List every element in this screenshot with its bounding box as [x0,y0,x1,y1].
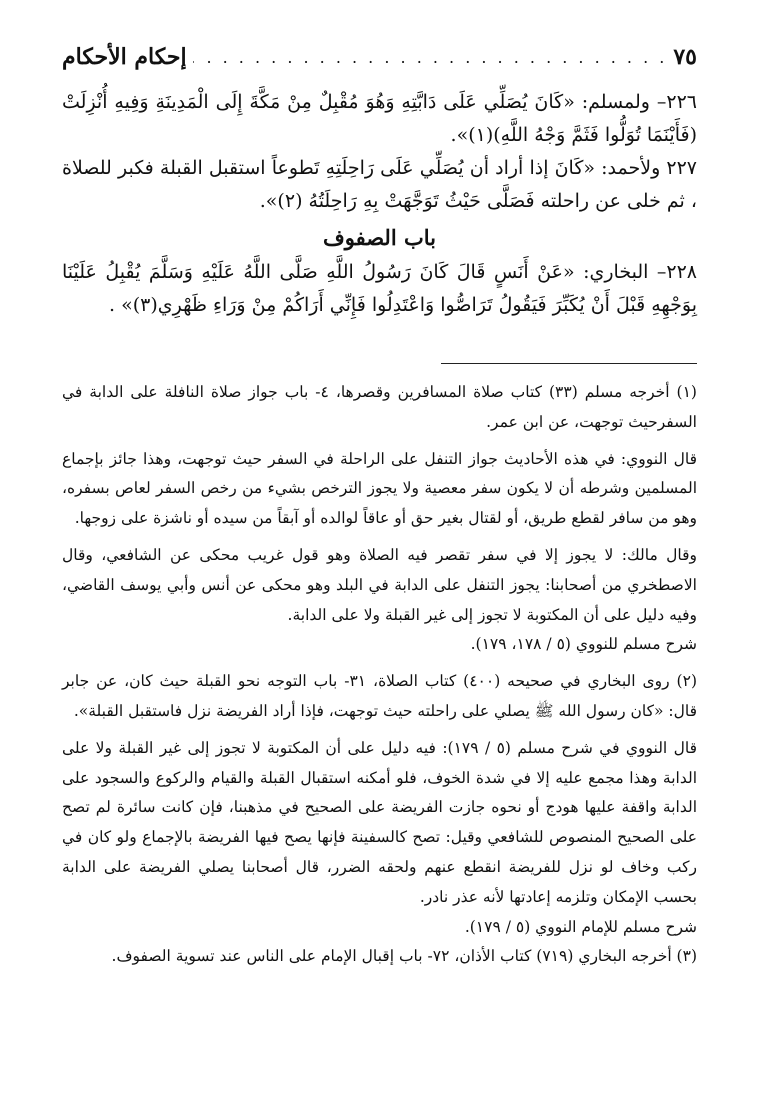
hadith-227: ٢٢٧ ولأحمد: «كَانَ إذا أراد أن يُصَلِّي عَلَى رَاحِلَتِهِ تَطوعاً استقبل القبلة فكبر للصلاة ، ثم خلى عن راحلته فَصَلَّى حَيْثُ تَوَجَّهَتْ بِهِ رَاحِلَتُهُ (٢)». [62,157,697,212]
footnote-1: (١) أخرجه مسلم (٣٣) كتاب صلاة المسافرين وقصرها، ٤- باب جواز صلاة النافلة على الدابة في السفرحيث توجهت، عن ابن عمر. [62,383,697,431]
footnote-separator [441,363,697,364]
page-number: ٧٥ [673,44,697,70]
main-text [62,86,697,322]
book-title: إحكام الأحكام [62,44,187,70]
footnotes [62,378,697,979]
footnote-2-nawawi: قال النووي في شرح مسلم (٥ / ١٧٩): فيه دليل على أن المكتوبة لا تجوز إلى غير القبلة ولا على الدابة وهذا مجمع عليه إلا في شدة الخوف، فلو أمكنه استقبال القبلة والقيام والركوع والسجود على الدابة واقفة عليها هودج أو نحوه جازت الفريضة على الصحيح في مذهبنا، فإن كانت سائرة لم تصح على الصحيح المنصوص للشافعي وقيل: تصح كالسفينة فإنها يصح فيها الفريضة بالإجماع ولو كان في ركب وخاف لو نزل للفريضة انقطع عنهم ولحقه الضرر، قال أصحابنا يصلي الفريضة على الدابة بحسب الإمكان وتلزمه إعادتها لأنه عذر نادر. [62,738,698,906]
header-leader-dots [193,48,668,67]
footnote-2-source: شرح مسلم للإمام النووي (٥ / ١٧٩). [464,917,697,936]
hadith-228: ٢٢٨– البخاري: «عَنْ أَنَسٍ قَالَ كَانَ رَسُولُ اللَّهِ صَلَّى اللَّهُ عَلَيْهِ وَسَلَّمَ يُقْبِلُ عَلَيْنَا بِوَجْهِهِ قَبْلَ أَنْ يُكَبِّرَ فَيَقُولُ تَرَاصُّوا وَاعْتَدِلُوا فَإِنِّي أَرَاكُمْ مِنْ وَرَاءِ ظَهْرِي(٣)» . [62,261,697,316]
footnote-3: (٣) أخرجه البخاري (٧١٩) كتاب الأذان، ٧٢- باب إقبال الإمام على الناس عند تسوية الصفوف. [111,947,697,966]
hadith-226: ٢٢٦– ولمسلم: «كَانَ يُصَلِّي عَلَى دَابَّتِهِ وَهُوَ مُقْبِلٌ مِنْ مَكَّةَ إِلَى الْمَدِينَةِ وَفِيهِ أُنْزِلَتْ (فَأَيْنَمَا تُوَلُّوا فَثَمَّ وَجْهُ اللَّهِ)(١)». [62,91,697,146]
page-header [62,40,697,74]
footnote-1-source: شرح مسلم للنووي (٥ / ١٧٨، ١٧٩). [470,635,697,654]
footnote-1-nawawi: قال النووي: في هذه الأحاديث جواز التنفل على الراحلة في السفر حيث توجهت، وهذا جائز بإجماع المسلمين وشرطه أن لا يكون سفر معصية ولا يجوز الترخص بشيء من رخص السفر لعاص بسفره، وهو من سافر لقطع طريق، أو لقتال بغير حق أو عاقاً لوالده أو آبقاً من سيده أو ناشزة على زوجها. [62,449,697,528]
section-title: باب الصفوف [322,225,436,250]
footnote-2: (٢) روى البخاري في صحيحه (٤٠٠) كتاب الصلاة، ٣١- باب التوجه نحو القبلة حيث كان، عن جابر قال: «كان رسول الله ﷺ يصلي على راحلته حيث توجهت، فإذا أراد الفريضة نزل فاستقبل القبلة». [62,672,697,720]
footnote-1-malik: وقال مالك: لا يجوز إلا في سفر تقصر فيه الصلاة وهو قول غريب محكى عن الشافعي، وقال الاصطخري من أصحابنا: يجوز التنفل على الدابة في البلد وهو محكى عن أنس وأبي يوسف القاضي، وفيه دليل على أن المكتوبة لا تجوز إلى غير القبلة ولا على الدابة. [62,545,697,624]
